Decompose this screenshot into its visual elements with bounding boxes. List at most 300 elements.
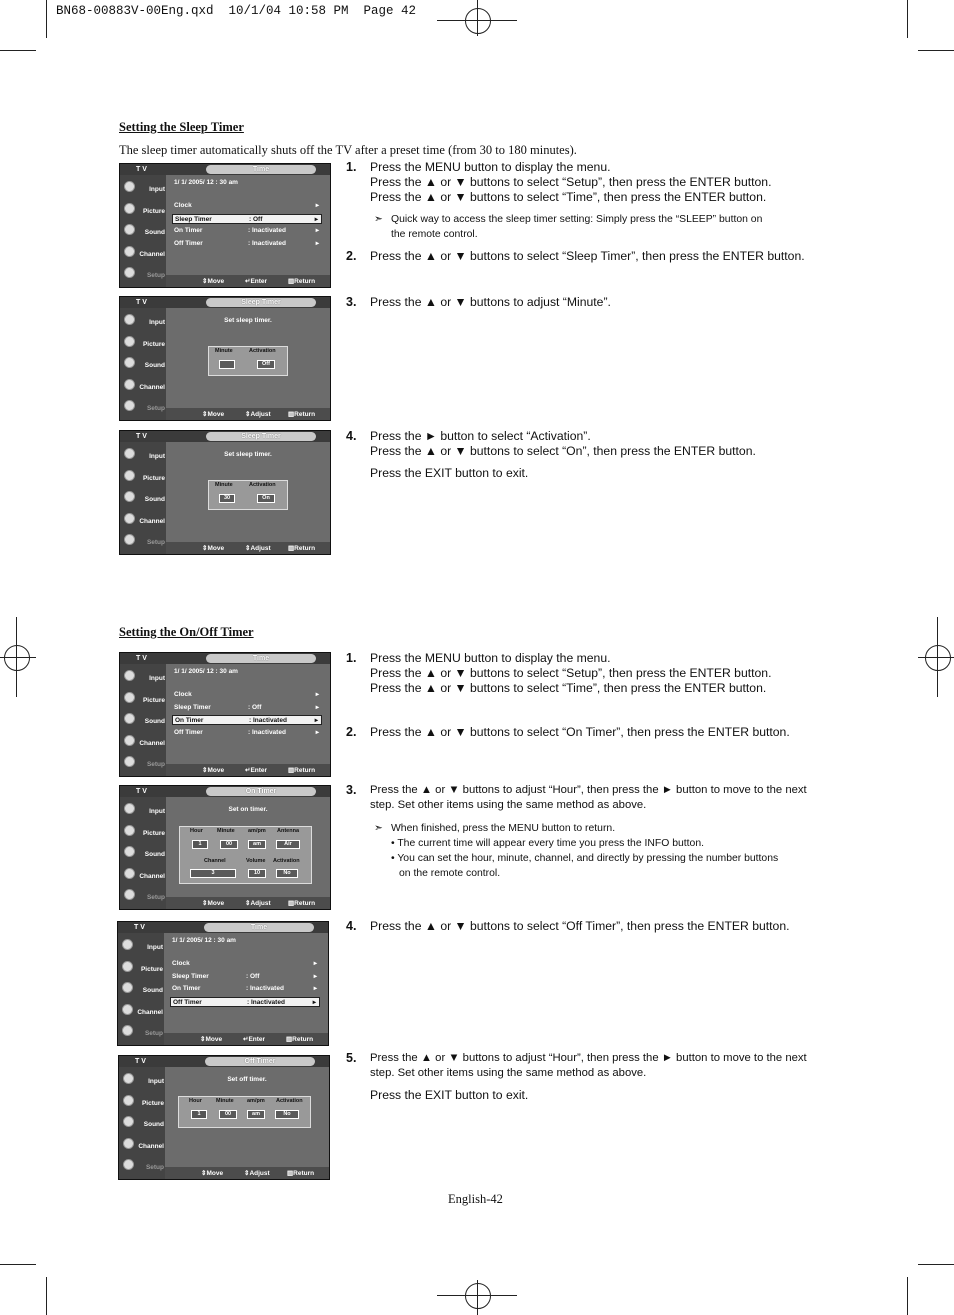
setup-icon	[124, 400, 135, 411]
osd-nav-bar	[165, 1167, 329, 1179]
nav-label: Move	[205, 1036, 223, 1043]
timer-field[interactable]: Air	[276, 840, 300, 849]
osd-sidebar-label: Channel	[137, 1008, 163, 1016]
setup-icon	[124, 534, 135, 545]
section-title-sleep: Setting the Sleep Timer	[119, 120, 244, 134]
osd-sidebar-label: Sound	[142, 987, 163, 994]
move-icon: ⇕	[202, 411, 208, 418]
return-icon: ▥	[286, 1036, 293, 1043]
osd-sidebar-item-picture	[122, 822, 166, 842]
nav-return	[288, 899, 315, 907]
registration-line	[918, 657, 954, 658]
nav-move	[200, 1035, 222, 1043]
note-text: • You can set the hour, minute, channel, and directly by pressing the number buttons	[391, 853, 779, 864]
nav-label: Move	[207, 545, 225, 552]
return-icon: ▥	[288, 900, 295, 907]
row-label: Clock	[174, 691, 192, 698]
row-label: On Timer	[174, 227, 203, 234]
crop-mark	[907, 0, 908, 38]
panel-header: am/pm	[247, 1098, 265, 1104]
osd-menu-title: Sleep Timer	[206, 432, 316, 441]
osd-settings-panel	[208, 346, 288, 376]
step-text: step. Set other items using the same method as above.	[370, 799, 647, 811]
tv-osd-screen	[119, 430, 331, 555]
timer-field[interactable]: 1	[191, 1110, 207, 1119]
row-value: : Off	[249, 215, 263, 223]
nav-move	[202, 544, 224, 552]
timer-field[interactable]: 00	[219, 1110, 237, 1119]
picture-icon	[124, 470, 135, 481]
step-text: Press the ▲ or ▼ buttons to select “Time”, then press the ENTER button.	[370, 681, 767, 695]
chevron-right-icon: ▸	[315, 691, 319, 698]
osd-sidebar	[120, 797, 166, 909]
sound-icon	[124, 491, 135, 502]
crop-mark	[918, 1264, 954, 1265]
panel-header: Minute	[217, 828, 235, 834]
osd-sidebar-label: Channel	[139, 872, 165, 880]
nav-return	[288, 410, 315, 418]
picture-icon	[124, 692, 135, 703]
osd-sidebar-item-input	[122, 667, 166, 687]
osd-sidebar-item-picture	[122, 689, 166, 709]
volume-field[interactable]: 10	[248, 869, 266, 878]
file-header: BN68-00883V-00Eng.qxd 10/1/04 10:58 PM Page 42	[56, 4, 417, 18]
panel-header: Hour	[190, 828, 203, 834]
nav-label: Return	[292, 1036, 314, 1043]
osd-menu-row[interactable]	[172, 715, 322, 725]
osd-menu-title: Sleep Timer	[206, 298, 316, 307]
osd-menu-row[interactable]	[172, 690, 322, 700]
header-minute: Minute	[215, 348, 233, 354]
osd-sidebar-label: Setup	[146, 761, 165, 768]
nav-label: Adjust	[250, 411, 271, 418]
tv-osd-screen	[118, 1055, 330, 1180]
osd-menu-row[interactable]	[170, 997, 320, 1007]
sound-icon	[123, 1116, 134, 1127]
adjust-icon: ⇕	[245, 900, 251, 907]
row-label: Off Timer	[174, 728, 203, 736]
osd-tv-label: T V	[134, 924, 145, 931]
step-text: Press the ▲ or ▼ buttons to select “On”, then press the ENTER button.	[370, 444, 756, 458]
timer-field[interactable]: 00	[220, 840, 238, 849]
osd-sidebar-label: Channel	[139, 383, 165, 391]
osd-sidebar-item-channel	[122, 376, 166, 396]
channel-icon	[124, 868, 135, 879]
crop-mark	[907, 1277, 908, 1315]
osd-sidebar-label: Input	[149, 319, 165, 326]
row-label: Sleep Timer	[172, 972, 209, 980]
step-number: 1.	[346, 160, 357, 174]
osd-sidebar-label: Picture	[142, 696, 165, 704]
minute-field[interactable]: 30	[219, 494, 235, 503]
osd-sidebar-label: Input	[149, 453, 165, 460]
osd-tv-label: T V	[136, 166, 147, 173]
osd-sidebar-item-setup	[122, 886, 166, 906]
osd-sidebar-label: Picture	[141, 1099, 164, 1107]
crop-mark	[0, 1264, 36, 1265]
step-text: Press the ▲ or ▼ buttons to select “Off Timer”, then press the ENTER button.	[370, 919, 790, 933]
sound-icon	[124, 846, 135, 857]
osd-sidebar	[120, 664, 166, 776]
chevron-right-icon: ▸	[315, 202, 319, 209]
return-icon: ▥	[288, 767, 295, 774]
step-text: Press the ► button to select “Activation”.	[370, 429, 591, 443]
osd-sidebar	[120, 175, 166, 287]
nav-return	[288, 766, 315, 774]
osd-sidebar-label: Setup	[146, 894, 165, 901]
note-text: the remote control.	[391, 229, 478, 240]
onoff-step-2	[346, 725, 790, 740]
crop-mark	[46, 1277, 47, 1315]
osd-datetime: 1/ 1/ 2005/ 12 : 30 am	[174, 668, 238, 675]
osd-sidebar-item-sound	[122, 843, 166, 863]
input-icon	[124, 448, 135, 459]
nav-return	[288, 544, 315, 552]
step-number: 2.	[346, 725, 357, 739]
osd-sidebar	[120, 308, 166, 420]
osd-menu-row[interactable]	[172, 214, 322, 224]
nav-label: Move	[207, 767, 225, 774]
adjust-icon: ⇕	[245, 411, 251, 418]
input-icon	[123, 1073, 134, 1084]
osd-sidebar-item-setup	[122, 753, 166, 773]
osd-menu-row[interactable]	[172, 239, 322, 249]
osd-nav-bar	[166, 408, 330, 420]
osd-sidebar-item-sound	[122, 354, 166, 374]
activation-field[interactable]: Off	[257, 360, 275, 369]
sleep-step-1	[346, 160, 771, 205]
channel-field[interactable]: 3	[190, 869, 236, 878]
registration-line	[937, 617, 938, 697]
header-minute: Minute	[215, 482, 233, 488]
osd-sidebar-item-input	[122, 445, 166, 465]
step-number: 3.	[346, 783, 357, 797]
onoff-step-4	[346, 919, 790, 934]
sound-icon	[124, 224, 135, 235]
osd-tv-label: T V	[136, 299, 147, 306]
chevron-right-icon: ▸	[315, 703, 319, 711]
nav-return	[287, 1169, 314, 1177]
osd-sidebar	[119, 1067, 165, 1179]
crop-mark	[46, 0, 47, 38]
sleep-step-3	[346, 295, 611, 310]
chevron-right-icon: ▸	[313, 985, 317, 992]
osd-menu-row[interactable]	[170, 959, 320, 969]
timer-field[interactable]: No	[275, 1110, 299, 1119]
row-label: Off Timer	[173, 998, 202, 1006]
osd-sidebar-label: Channel	[138, 1142, 164, 1150]
osd-sidebar-item-input	[122, 311, 166, 331]
step-text: Press the EXIT button to exit.	[370, 1088, 529, 1102]
return-icon: ▥	[287, 1170, 294, 1177]
setup-icon	[123, 1159, 134, 1170]
osd-datetime: 1/ 1/ 2005/ 12 : 30 am	[174, 179, 238, 186]
row-value: : Inactivated	[249, 717, 287, 724]
note-text: Quick way to access the sleep timer setting: Simply press the “SLEEP” button on	[391, 214, 763, 225]
channel-icon	[124, 513, 135, 524]
enter-icon: ↵	[245, 767, 251, 774]
registration-line	[16, 617, 17, 697]
step-text: Press the ▲ or ▼ buttons to select “Time”, then press the ENTER button.	[370, 190, 767, 204]
registration-mark	[925, 645, 951, 671]
step-text: step. Set other items using the same method as above.	[370, 1067, 647, 1079]
page-footer: English-42	[448, 1192, 503, 1206]
nav-label: Return	[293, 1170, 315, 1177]
onoff-step-5	[346, 1051, 807, 1103]
row-label: Clock	[174, 202, 192, 209]
activation-field[interactable]: On	[257, 494, 275, 503]
nav-label: Move	[207, 278, 225, 285]
osd-sidebar-item-setup	[120, 1022, 164, 1042]
osd-sidebar-label: Input	[149, 186, 165, 193]
nav-move	[202, 766, 224, 774]
setup-icon	[124, 267, 135, 278]
chevron-right-icon: ▸	[313, 960, 317, 967]
onoff-step-3	[346, 783, 807, 813]
picture-icon	[122, 961, 133, 972]
nav-label: Adjust	[249, 1170, 270, 1177]
registration-mark	[465, 8, 491, 34]
row-label: Off Timer	[174, 239, 203, 247]
osd-nav-bar	[166, 764, 330, 776]
sleep-note	[374, 212, 762, 242]
nav-label: Enter	[248, 1036, 266, 1043]
osd-sidebar-label: Channel	[139, 739, 165, 747]
osd-menu-row[interactable]	[172, 201, 322, 211]
step-number: 1.	[346, 651, 357, 665]
osd-sidebar-item-input	[122, 800, 166, 820]
row-label: Sleep Timer	[175, 215, 212, 223]
nav-return	[288, 277, 315, 285]
onoff-note	[374, 821, 778, 881]
nav-enter	[245, 277, 267, 285]
nav-label: Enter	[250, 767, 268, 774]
activation-field[interactable]: No	[276, 869, 298, 878]
step-text: Press the ▲ or ▼ buttons to adjust “Minute”.	[370, 295, 611, 309]
row-label: On Timer	[172, 985, 201, 992]
channel-icon	[124, 735, 135, 746]
osd-menu-title: Time	[206, 654, 316, 663]
osd-sidebar-item-input	[122, 178, 166, 198]
step-text: Press the ▲ or ▼ buttons to adjust “Hour”, then press the ► button to move to the next	[370, 1052, 807, 1064]
row-value: : Inactivated	[248, 728, 286, 736]
note-text: When finished, press the MENU button to return.	[391, 823, 616, 834]
move-icon: ⇕	[202, 767, 208, 774]
move-icon: ⇕	[200, 1036, 206, 1043]
panel-header: Channel	[204, 858, 226, 864]
osd-datetime: 1/ 1/ 2005/ 12 : 30 am	[172, 937, 236, 944]
setup-icon	[124, 889, 135, 900]
channel-icon	[124, 379, 135, 390]
chevron-right-icon: ▸	[314, 717, 318, 724]
nav-adjust	[244, 1169, 270, 1177]
osd-sidebar-label: Sound	[144, 851, 165, 858]
osd-sidebar-label: Picture	[142, 474, 165, 482]
osd-menu-row[interactable]	[170, 972, 320, 982]
osd-nav-bar	[164, 1033, 328, 1045]
input-icon	[124, 670, 135, 681]
adjust-icon: ⇕	[245, 545, 251, 552]
picture-icon	[123, 1095, 134, 1106]
osd-sidebar-label: Input	[148, 1078, 164, 1085]
osd-menu-title: Off Timer	[205, 1057, 315, 1066]
chevron-right-icon: ▸	[315, 728, 319, 736]
minute-field[interactable]	[219, 360, 235, 369]
osd-sidebar-label: Channel	[139, 517, 165, 525]
return-icon: ▥	[288, 411, 295, 418]
nav-label: Return	[294, 545, 316, 552]
step-text: Press the ▲ or ▼ buttons to select “Setup”, then press the ENTER button.	[370, 666, 772, 680]
tv-osd-screen	[119, 785, 331, 910]
tv-osd-screen	[119, 163, 331, 288]
row-label: On Timer	[175, 717, 204, 724]
chevron-right-icon: ▸	[312, 998, 316, 1006]
nav-label: Move	[207, 900, 225, 907]
panel-header: Volume	[246, 858, 266, 864]
row-value: : Inactivated	[247, 998, 285, 1006]
sleep-step-2	[346, 249, 805, 264]
return-icon: ▥	[288, 278, 295, 285]
row-value: : Inactivated	[248, 239, 286, 247]
osd-sidebar-item-channel	[122, 732, 166, 752]
nav-move	[202, 899, 224, 907]
osd-sidebar-label: Setup	[146, 272, 165, 279]
row-label: Clock	[172, 960, 190, 967]
registration-mark	[4, 645, 30, 671]
osd-nav-bar	[166, 275, 330, 287]
osd-menu-title: Time	[206, 165, 316, 174]
channel-icon	[124, 246, 135, 257]
nav-label: Return	[294, 767, 316, 774]
enter-icon: ↵	[245, 278, 251, 285]
osd-sidebar-label: Setup	[146, 539, 165, 546]
nav-enter	[245, 766, 267, 774]
step-number: 4.	[346, 919, 357, 933]
osd-sidebar-label: Picture	[142, 207, 165, 215]
registration-line	[477, 0, 478, 36]
return-icon: ▥	[288, 545, 295, 552]
osd-menu-row[interactable]	[172, 226, 322, 236]
timer-field[interactable]: am	[247, 1110, 265, 1119]
osd-sidebar-item-sound	[120, 979, 164, 999]
osd-sidebar-label: Input	[149, 808, 165, 815]
osd-prompt: Set sleep timer.	[224, 451, 272, 458]
nav-move	[202, 277, 224, 285]
osd-tv-label: T V	[136, 433, 147, 440]
panel-header: Minute	[216, 1098, 234, 1104]
osd-tv-label: T V	[136, 655, 147, 662]
row-label: Sleep Timer	[174, 703, 211, 711]
osd-sidebar-label: Input	[147, 944, 163, 951]
note-text: on the remote control.	[399, 868, 501, 879]
osd-sidebar-item-channel	[122, 510, 166, 530]
input-icon	[124, 181, 135, 192]
setup-icon	[122, 1025, 133, 1036]
intro-text: The sleep timer automatically shuts off the TV after a preset time (from 30 to 180 minutes).	[119, 143, 577, 157]
picture-icon	[124, 203, 135, 214]
osd-sidebar-label: Channel	[139, 250, 165, 258]
row-value: : Off	[246, 972, 260, 980]
panel-header: Activation	[276, 1098, 303, 1104]
enter-icon: ↵	[243, 1036, 249, 1043]
setup-icon	[124, 756, 135, 767]
move-icon: ⇕	[202, 278, 208, 285]
nav-label: Move	[207, 411, 225, 418]
timer-field[interactable]: 1	[192, 840, 208, 849]
input-icon	[124, 314, 135, 325]
osd-sidebar-label: Setup	[146, 405, 165, 412]
input-icon	[124, 803, 135, 814]
nav-adjust	[245, 410, 271, 418]
osd-settings-panel	[208, 480, 288, 510]
channel-icon	[123, 1138, 134, 1149]
osd-sidebar-item-channel	[120, 1001, 164, 1021]
onoff-step-1	[346, 651, 771, 696]
osd-sidebar-label: Input	[149, 675, 165, 682]
osd-sidebar-item-channel	[121, 1135, 165, 1155]
chevron-right-icon: ▸	[315, 239, 319, 247]
nav-enter	[243, 1035, 265, 1043]
step-number: 5.	[346, 1051, 357, 1065]
channel-icon	[122, 1004, 133, 1015]
tv-osd-screen	[119, 296, 331, 421]
osd-sidebar-label: Picture	[142, 340, 165, 348]
nav-label: Return	[294, 411, 316, 418]
osd-sidebar-label: Setup	[145, 1164, 164, 1171]
panel-header: Antenna	[277, 828, 299, 834]
osd-sidebar-item-setup	[121, 1156, 165, 1176]
step-number: 4.	[346, 429, 357, 443]
panel-header: Activation	[273, 858, 300, 864]
osd-sidebar-item-channel	[122, 243, 166, 263]
step-text: Press the ▲ or ▼ buttons to select “On Timer”, then press the ENTER button.	[370, 725, 790, 739]
nav-label: Adjust	[250, 900, 271, 907]
osd-sidebar-item-picture	[122, 467, 166, 487]
note-arrow-icon: ➣	[374, 214, 383, 225]
chevron-right-icon: ▸	[315, 227, 319, 234]
nav-move	[201, 1169, 223, 1177]
osd-menu-title: On Timer	[206, 787, 316, 796]
osd-sidebar-item-sound	[122, 221, 166, 241]
note-arrow-icon: ➣	[374, 823, 383, 834]
osd-tv-label: T V	[135, 1058, 146, 1065]
osd-nav-bar	[166, 542, 330, 554]
osd-menu-row[interactable]	[172, 728, 322, 738]
step-text: Press the ▲ or ▼ buttons to select “Setup”, then press the ENTER button.	[370, 175, 772, 189]
step-text: Press the ▲ or ▼ buttons to select “Sleep Timer”, then press the ENTER button.	[370, 249, 805, 263]
osd-sidebar-label: Sound	[144, 496, 165, 503]
timer-field[interactable]: am	[248, 840, 266, 849]
adjust-icon: ⇕	[244, 1170, 250, 1177]
osd-sidebar-label: Setup	[144, 1030, 163, 1037]
step-text: Press the MENU button to display the menu.	[370, 160, 611, 174]
move-icon: ⇕	[202, 900, 208, 907]
osd-sidebar-label: Sound	[144, 362, 165, 369]
osd-settings-panel	[178, 1096, 311, 1128]
input-icon	[122, 939, 133, 950]
osd-sidebar-item-sound	[122, 488, 166, 508]
row-value: : Inactivated	[248, 227, 286, 234]
osd-menu-row[interactable]	[170, 984, 320, 994]
osd-sidebar-item-setup	[122, 531, 166, 551]
osd-prompt: Set off timer.	[227, 1076, 267, 1083]
note-text: • The current time will appear every time you press the INFO button.	[391, 838, 704, 849]
osd-sidebar-item-picture	[120, 958, 164, 978]
osd-sidebar-label: Picture	[142, 829, 165, 837]
step-text: Press the ▲ or ▼ buttons to adjust “Hour”, then press the ► button to move to the next	[370, 784, 807, 796]
osd-menu-row[interactable]	[172, 703, 322, 713]
osd-sidebar-label: Picture	[140, 965, 163, 973]
